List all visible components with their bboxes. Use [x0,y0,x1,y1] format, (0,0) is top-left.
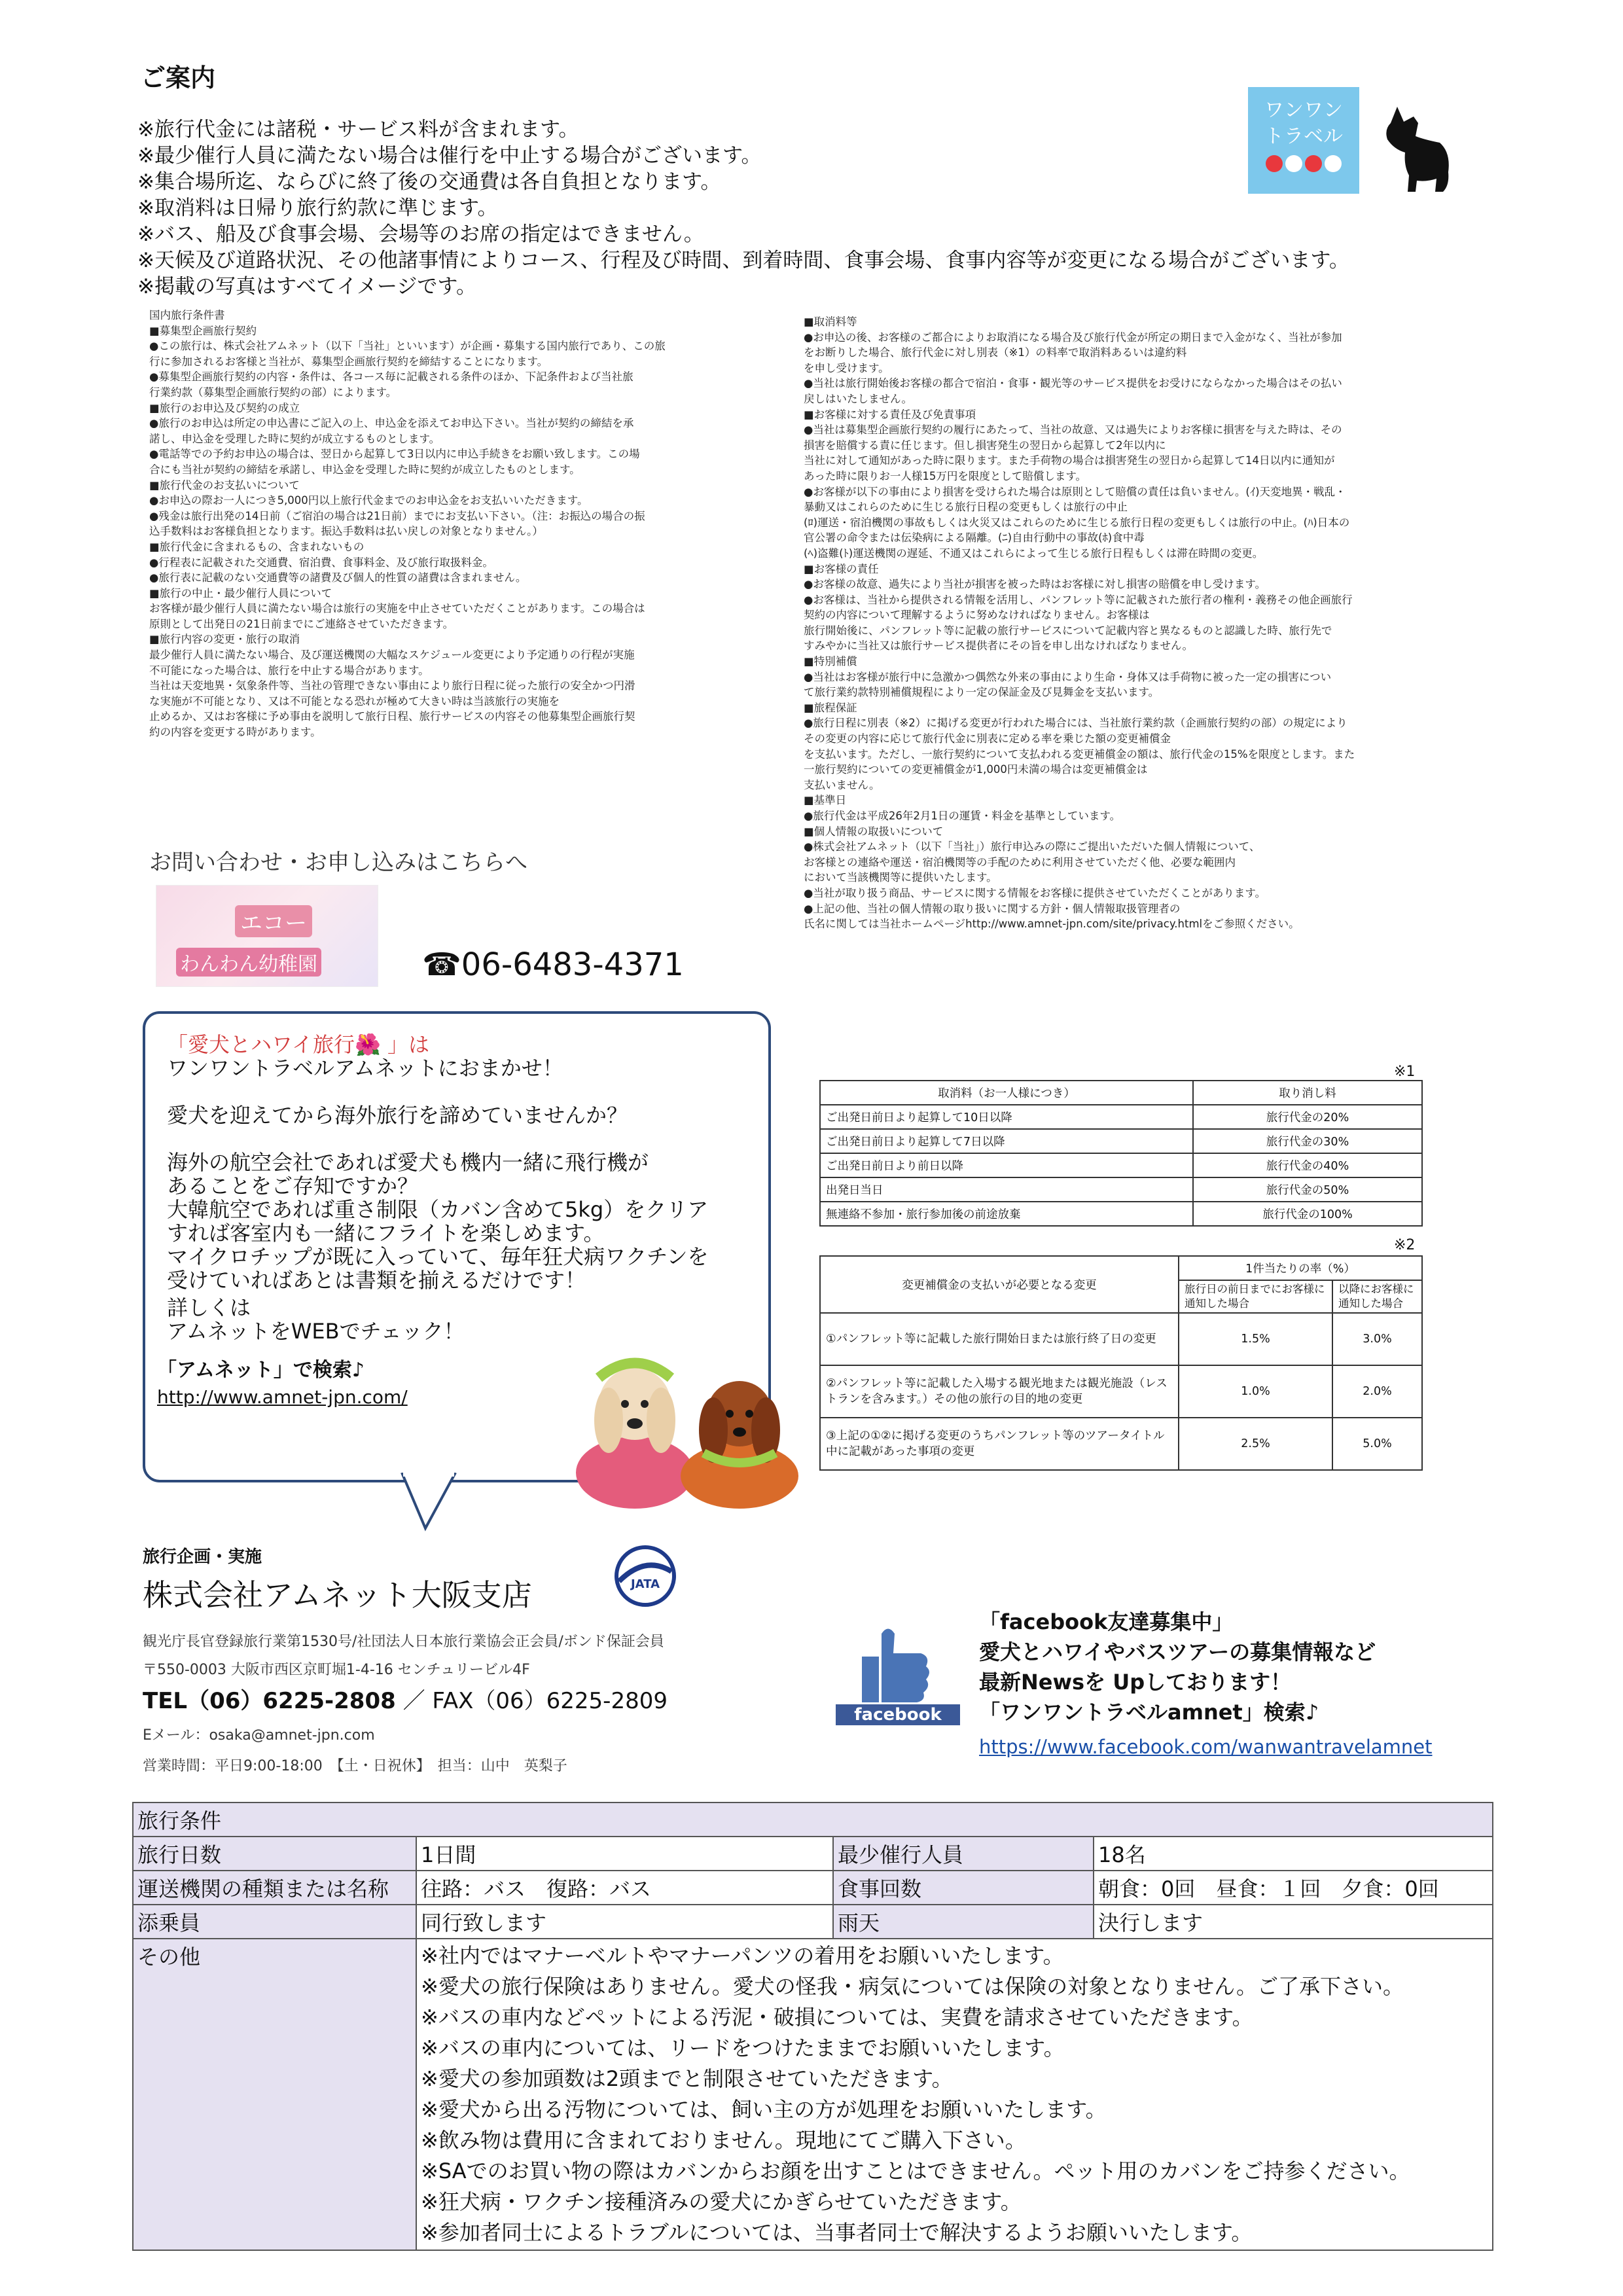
kindergarten-logo [156,885,378,987]
travel-conditions-table [132,1802,1493,2251]
kinder-line2: わんわん幼稚園 [176,948,321,977]
notice-item: ※バス、船及び食事会場、会場等のお席の指定はできません。 [137,223,704,246]
table-row: 出発日当日 旅行代金の50% [820,1177,1422,1202]
company-hours: 営業時間：平日9:00-18:00 【土・日祝休】 担当：山中 英梨子 [143,1758,567,1774]
table-row: ご出発日前日より前日以降 旅行代金の40% [820,1153,1422,1177]
table-row: 無連絡不参加・旅行参加後の前途放棄 旅行代金の100% [820,1202,1422,1226]
amnet-search-text: 「アムネット」で検索♪ [157,1359,365,1382]
logo-dots [1248,155,1359,177]
company-registration: 観光庁長官登録旅行業第1530号/社団法人日本旅行業協会正会員/ボンド保証会員 [143,1634,664,1650]
inquiry-label: お問い合わせ・お申し込みはこちらへ [149,850,527,876]
other-conditions: ※社内ではマナーベルトやマナーパンツの着用をお願いいたします。 ※愛犬の旅行保険はありません。愛犬の怪我・病気については保険の対象となりません。ご了承下さい。 ※バスの車内などペットによる汚泥・破損については、実費を請求させていただきます。 ※バスの車内については、リードをつけたままでお願いいたします。 ※愛犬の参加頭数は2頭までと制限させていただきます。 ※愛犬から出る汚物については、飼い主の方が処理をお願いいたします。 ※飲み物は費用に含まれておりません。現地にてご購入下さい。 ※SAでのお買い物の際はカバンからお顔を出すことはできません。ペット用のカバンをご持参ください。 ※狂犬病・ワクチン接種済みの愛犬にかぎらせていただきます。 ※参加者同士によるトラブルについては、当事者同士で解決するようお願いいたします。 [416,1939,1493,2250]
page-title: ご案内 [141,63,216,92]
table-row: 旅行日数 1日間 最少催行人員 18名 [133,1837,1493,1871]
table-row: ①パンフレット等に記載した旅行開始日または旅行終了日の変更 1.5% 3.0% [820,1313,1422,1365]
notice-item: ※旅行代金には諸税・サービス料が含まれます。 [137,118,579,141]
amnet-url-link[interactable]: http://www.amnet-jpn.com/ [157,1386,408,1408]
travel-terms-left: 国内旅行条件書 ■募集型企画旅行契約 ●この旅行は、株式会社アムネット（以下「当社」といいます）が企画・募集する国内旅行であり、この旅 行に参加されるお客様と当社が、募集型企画旅行契約を締結することになります。 ●募集型企画旅行契約の内容・条件は、各コース毎に記載される条件のほか、下記条件および当社旅 行業約款（募集型企画旅行契約の部）によります。 ■旅行のお申込及び契約の成立 ●旅行のお申込は所定の申込書にご記入の上、申込金を添えてお申込下さい。当社が契約の締結を承 諾し、申込金を受理した時に契約が成立するものとします。 ●電話等での予約お申込の場合は、翌日から起算して3日以内に申込手続きをお願い致します。この場 合にも当社が契約の締結を承諾し、申込金を受理した時に契約が成立したものとします。 ■旅行代金のお支払いについて ●お申込の際お一人につき5,000円以上旅行代金までのお申込金をお支払いいただきます。 ●残金は旅行出発の14日前（ご宿泊の場合は21日前）までにお支払い下さい。（注：お振込の場合の振 込手数料はお客様負担となります。振込手数料は払い戻しの対象となりません。） ■旅行代金に含まれるもの、含まれないもの ●行程表に記載された交通費、宿泊費、食事料金、及び旅行取扱料金。 ●旅行表に記載のない交通費等の諸費及び個人的性質の諸費は含まれません。 ■旅行の中止・最少催行人員について お客様が最少催行人員に満たない場合は旅行の実施を中止させていただくことがあります。この場合は 原則として出発日の21日前までにご連絡させていただきます。 ■旅行内容の変更・旅行の取消 最少催行人員に満たない場合、及び運送機関の大幅なスケジュール変更により予定通りの行程が実施 不可能になった場合は、旅行を中止する場合があります。 当社は天変地異・気象条件等、当社の管理できない事由により旅行日程に従った旅行の安全かつ円滑 な実施が不可能となり、又は不可能となる恐れが極めて大きい時は当該旅行の実施を 止めるか、又はお客様に予め事由を説明して旅行日程、旅行サービスの内容その他募集型企画旅行契 約の内容を変更する時があります。 [149,309,666,739]
facebook-like-icon [836,1621,960,1725]
change-compensation-table: 変更補償金の支払いが必要となる変更 1件当たりの率（%） 旅行日の前日までにお客様に通知した場合 以降にお客様に通知した場合 ①パンフレット等に記載した旅行開始日または旅行終了日の変更 1.5% 3.0% ②パンフレット等に記載した入場する観光地または観光施設（レストランを含みます。）その他の旅行の目的地の変更 1.0% 2.0% ③上記の①②に掲げる変更のうちパンフレット等のツアータイトル中に記載があった事項の変更 2.5% 5.0% [819,1255,1423,1471]
notice-item: ※集合場所迄、ならびに終了後の交通費は各自負担となります。 [137,170,721,194]
company-kicker: 旅行企画・実施 [143,1547,262,1567]
logo-line1: ワンワン [1264,99,1343,122]
facebook-promo: 「facebook友達募集中」 愛犬とハワイやバスツアーの募集情報など 最新Newsを Upしております！ 「ワンワントラベルamnet」検索♪ [979,1609,1376,1725]
kinder-line1: エコー [235,905,312,937]
notice-item: ※天候及び道路状況、その他諸事情によりコース、行程及び時間、到着時間、食事会場、食事内容等が変更になる場合がございます。 [137,249,1349,272]
table-row: 添乗員 同行致します 雨天 決行します [133,1905,1493,1939]
wanwan-travel-logo [1248,87,1359,194]
dog-silhouette-icon [1378,103,1456,195]
facebook-url-link[interactable]: https://www.facebook.com/wanwantravelamnet [979,1736,1433,1758]
dogs-photo [563,1342,812,1512]
logo-line2: トラベル [1264,125,1343,148]
table-row: ご出発日前日より起算して10日以降 旅行代金の20% [820,1105,1422,1129]
conditions-title: 旅行条件 [133,1803,1493,1837]
company-fax: ／ FAX（06）6225-2809 [402,1688,668,1714]
travel-terms-right: ■取消料等 ●お申込の後、お客様のご都合によりお取消になる場合及び旅行代金が所定の期日まで入金がなく、当社が参加 をお断りした場合、旅行代金に対し別表（※1）の料率で取消料あるいは違約料 を申し受けます。 ●当社は旅行開始後お客様の都合で宿泊・食事・観光等のサービス提供をお受けにならなかった場合はその払い 戻しはいたしません。 ■お客様に対する責任及び免責事項 ●当社は募集型企画旅行契約の履行にあたって、当社の故意、又は過失によりお客様に損害を与えた時は、その 損害を賠償する責に任じます。但し損害発生の翌日から起算して2年以内に 当社に対して通知があった時に限ります。また手荷物の場合は損害発生の翌日から起算して14日以内に通知が あった時に限りお一人様15万円を限度として賠償します。 ●お客様が以下の事由により損害を受けられた場合は原則として賠償の責任は負いません。(ｲ)天変地異・戦乱・ 暴動又はこれらのために生じる旅行日程の変更もしくは旅行の中止 (ﾛ)運送・宿泊機関の事故もしくは火災又はこれらのために生じる旅行日程の変更もしくは旅行の中止。(ﾊ)日本の 官公署の命令または伝染病による隔離。(ﾆ)自由行動中の事故(ﾎ)食中毒 (ﾍ)盗難(ﾄ)運送機関の遅延、不通又はこれらによって生じる旅行日程もしくは滞在時間の変更。 ■お客様の責任 ●お客様の故意、過失により当社が損害を被った時はお客様に対し損害の賠償を申し受けます。 ●お客様は、当社から提供される情報を活用し、パンフレット等に記載された旅行者の権利・義務その他企画旅行 契約の内容について理解するように努めなければなりません。お客様は 旅行開始後に、パンフレット等に記載の旅行サービスについて記載内容と異なるものと認識した時、旅行先で すみやかに当社又は旅行サービス提供者にその旨を申し出なければなりません。 ■特別補償 ●当社はお客様が旅行中に急激かつ偶然な外来の事由により生命・身体又は手荷物に被った一定の損害につい て旅行業約款特別補償規程により一定の保証金及び見舞金を支払います。 ■旅程保証 ●旅行日程に別表（※2）に掲げる変更が行われた場合には、当社旅行業約款（企画旅行契約の部）の規定により その変更の内容に応じて旅行代金に別表に定める率を乗じた額の変更補償金 を支払います。ただし、一旅行契約について支払われる変更補償金の額は、旅行代金の15%を限度とします。また 一旅行契約についての変更補償金が1,000円未満の場合は変更補償金は 支払いません。 ■基準日 ●旅行代金は平成26年2月1日の運賃・料金を基準としています。 ■個人情報の取扱いについて ●株式会社アムネット（以下「当社」）旅行申込みの際にご提出いただいた個人情報について、 お客様との連絡や運送・宿泊機関等の手配のために利用させていただく他、必要な範囲内 において当該機関等に提供いたします。 ●当社が取り扱う商品、サービスに関する情報をお客様に提供させていただくことがあります。 ●上記の他、当社の個人情報の取り扱いに関する方針・個人情報取扱管理者の 氏名に関しては当社ホームページhttp://www.amnet-jpn.com/site/privacy.htmlをご参照ください。 [804,315,1355,931]
table-row: 運送機関の種類または名称 往路：バス 復路：バス 食事回数 朝食：0回 昼食：１回 夕食：0回 [133,1871,1493,1905]
phone-number[interactable]: ☎06-6483-4371 [422,946,684,983]
speech-bubble-tail [399,1473,458,1532]
jata-text: JATA [630,1577,660,1591]
promo-more: 詳しくは アムネットをWEBでチェック！ [167,1295,465,1344]
table-row: ご出発日前日より起算して7日以降 旅行代金の30% [820,1129,1422,1153]
jata-logo-icon [613,1542,678,1610]
company-address: 〒550-0003 大阪市西区京町堀1-4-16 センチュリービル4F [143,1662,530,1678]
notice-item: ※最少催行人員に満たない場合は催行を中止する場合がございます。 [137,144,762,168]
table-row: ②パンフレット等に記載した入場する観光地または観光施設（レストランを含みます。）その他の旅行の目的地の変更 1.0% 2.0% [820,1365,1422,1418]
notice-item: ※掲載の写真はすべてイメージです。 [137,275,476,298]
table1-mark: ※1 [1394,1064,1416,1080]
company-name: 株式会社アムネット大阪支店 [143,1577,532,1613]
facebook-logo-text: facebook [854,1705,942,1725]
table-row: ③上記の①②に掲げる変更のうちパンフレット等のツアータイトル中に記載があった事項の変更 2.5% 5.0% [820,1418,1422,1470]
table2-mark: ※2 [1394,1237,1416,1253]
notice-item: ※取消料は日帰り旅行約款に準じます。 [137,196,498,220]
company-tel-fax [143,1683,668,1715]
company-email[interactable]: Eメール：osaka@amnet-jpn.com [143,1727,375,1744]
table-row: その他 ※社内ではマナーベルトやマナーパンツの着用をお願いいたします。 ※愛犬の旅行保険はありません。愛犬の怪我・病気については保険の対象となりません。ご了承下さい。 ※バスの車内などペットによる汚泥・破損については、実費を請求させていただきます。 ※バスの車内については、リードをつけたままでお願いいたします。 ※愛犬の参加頭数は2頭までと制限させていただきます。 ※愛犬から出る汚物については、飼い主の方が処理をお願いいたします。 ※飲み物は費用に含まれておりません。現地にてご購入下さい。 ※SAでのお買い物の際はカバンからお顔を出すことはできません。ペット用のカバンをご持参ください。 ※狂犬病・ワクチン接種済みの愛犬にかぎらせていただきます。 ※参加者同士によるトラブルについては、当事者同士で解決するようお願いいたします。 [133,1939,1493,2250]
company-tel[interactable]: TEL（06）6225-2808 [143,1688,396,1714]
promo-text: 「愛犬とハワイ旅行🌺 」は ワンワントラベルアムネットにおまかせ！ 愛犬を迎えてから海外旅行を諦めていませんか？ 海外の航空会社であれば愛犬も機内一緒に飛行機が あることをご存知ですか？ 大韓航空であれば重さ制限（カバン含めて5kg）をクリア すれば客室内も一緒にフライトを楽しめます。 マイクロチップが既に入っていて、毎年狂犬病ワクチンを 受けていればあとは書類を揃えるだけです！ [167,1032,709,1293]
company-info [143,1543,668,1775]
cancellation-fee-table: 取消料（お一人様につき） 取り消し料 ご出発日前日より起算して10日以降 旅行代金の20% ご出発日前日より起算して7日以降 旅行代金の30% ご出発日前日より前日以降 旅行代金の40% 出発日当日 旅行代金の50% 無連絡不参加・旅行参加後の前途放棄 旅行代金の100% [819,1080,1423,1227]
